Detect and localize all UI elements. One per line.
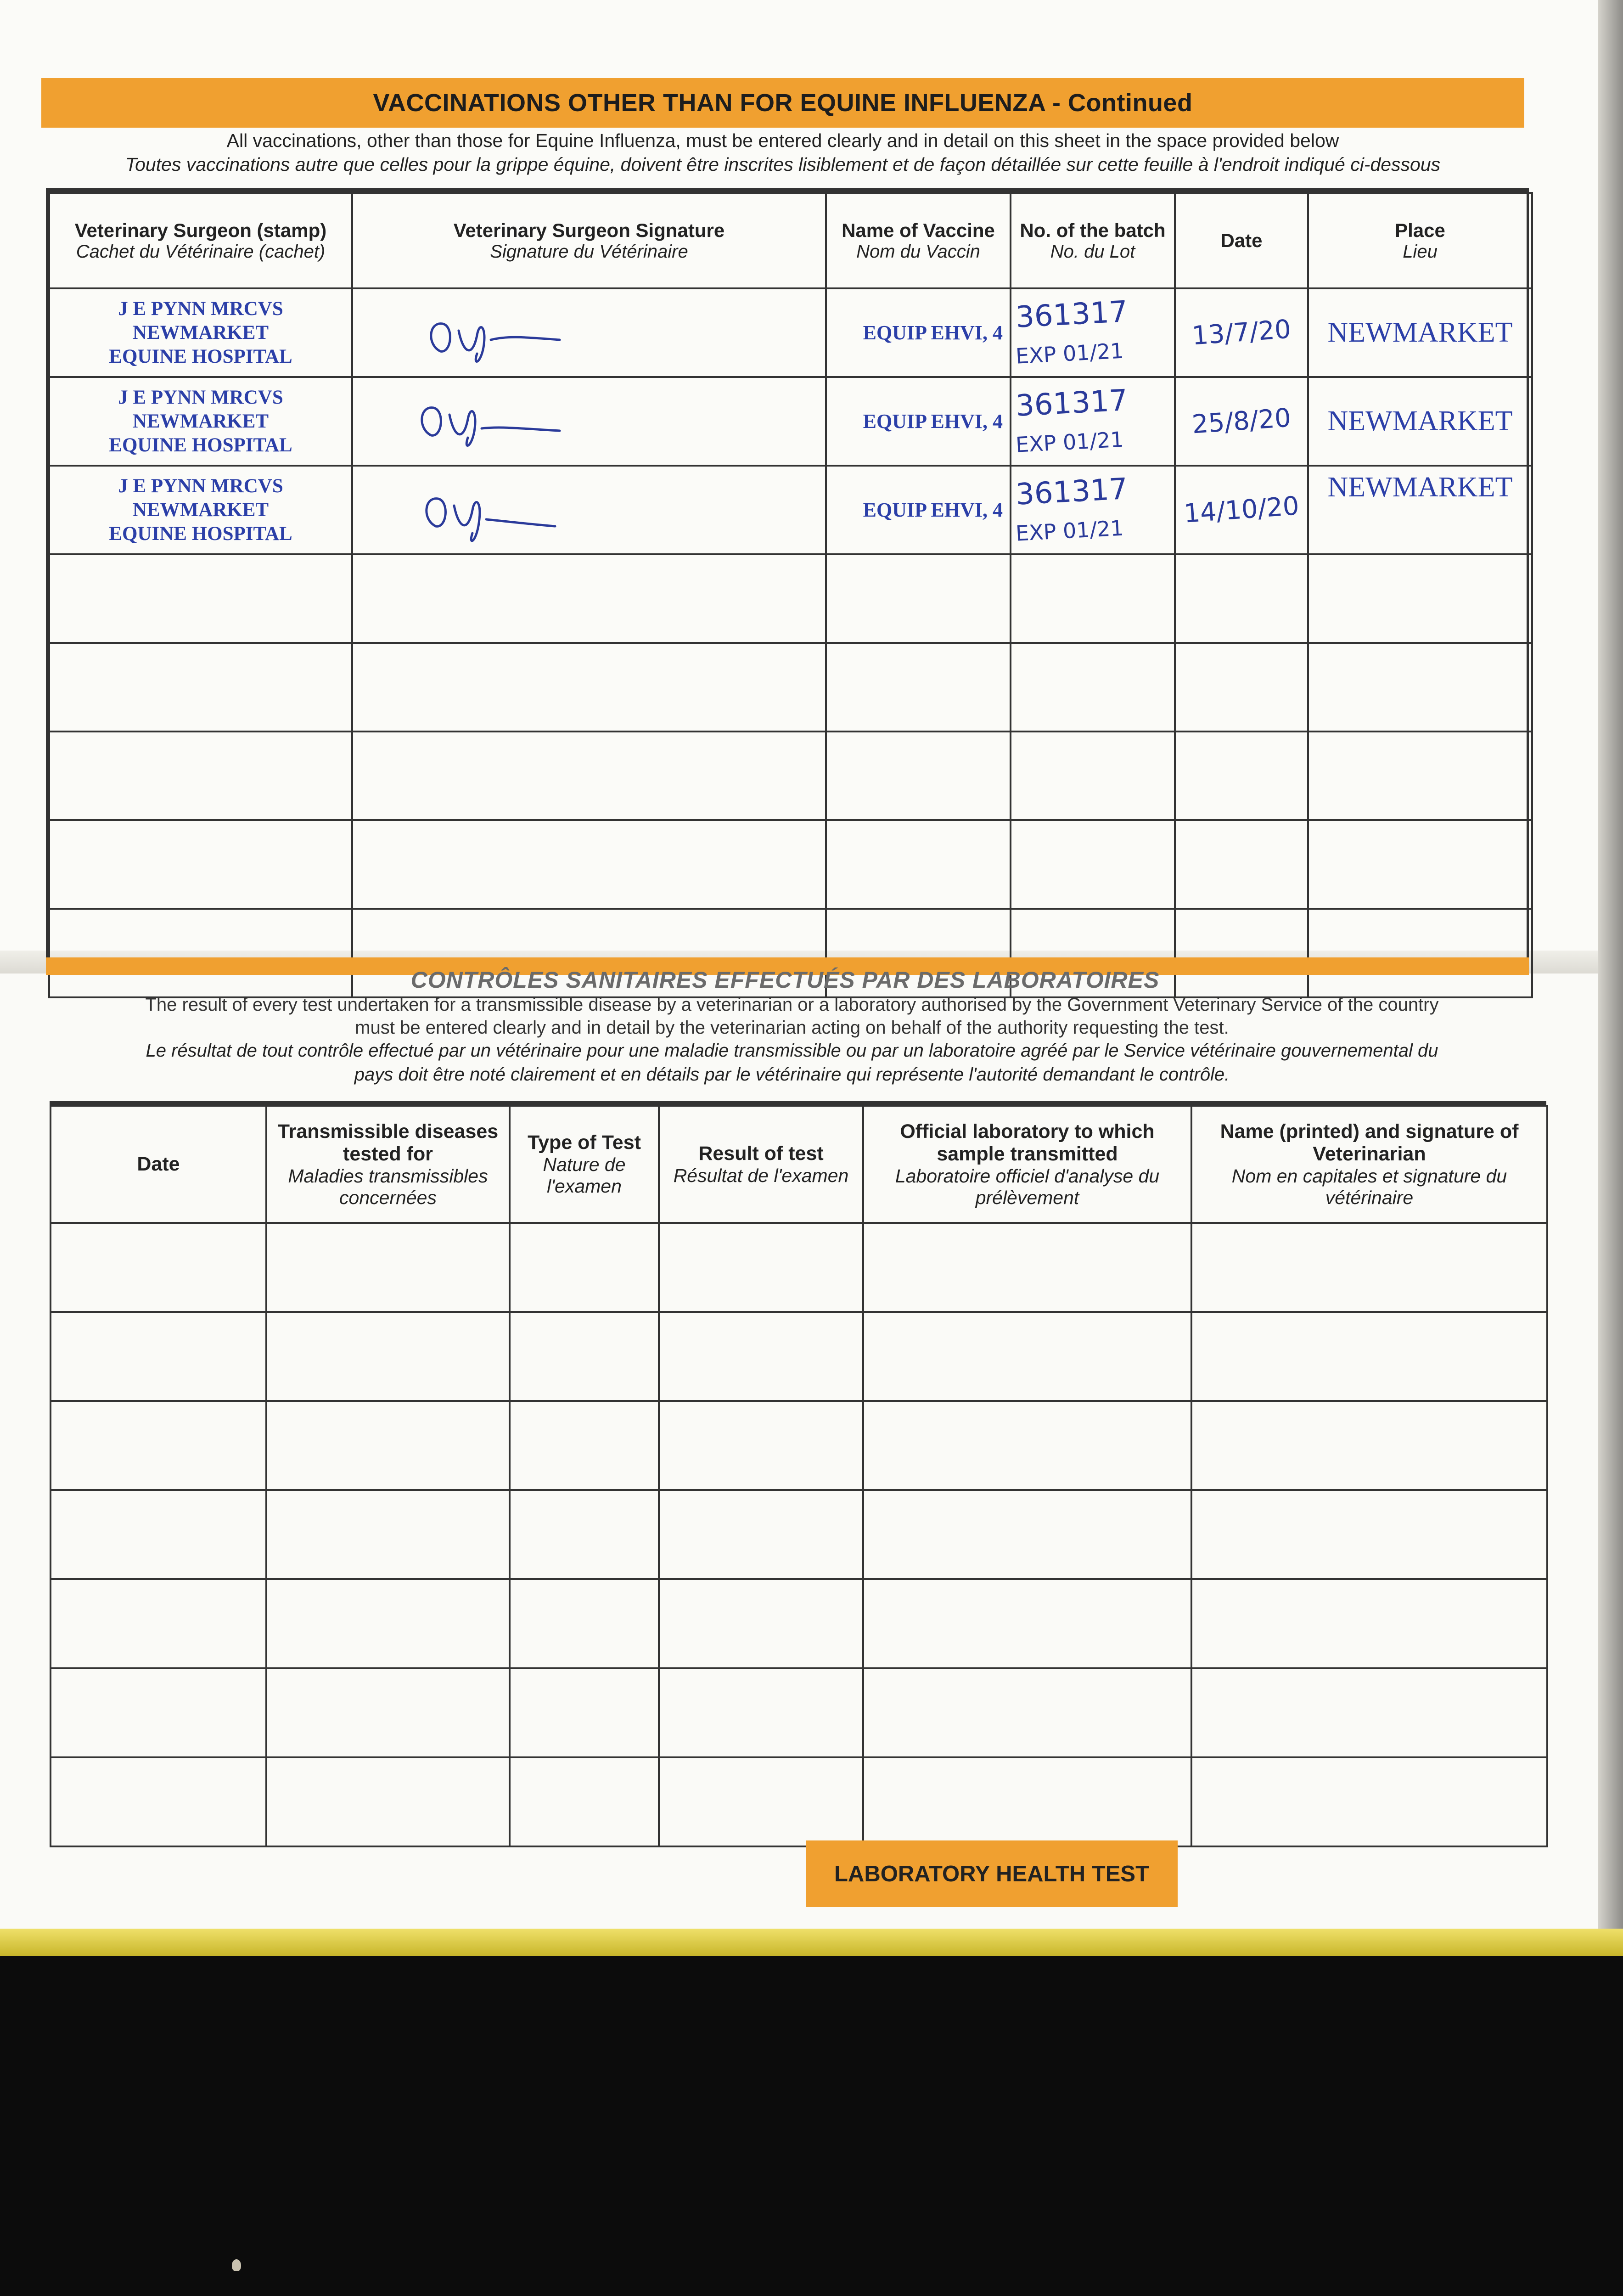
- batch-number: 361317: [1015, 294, 1129, 335]
- laboratory-health-test-tab: LABORATORY HEALTH TEST: [806, 1840, 1178, 1907]
- vaccinations-title: VACCINATIONS OTHER THAN FOR EQUINE INFLUENZA - Continued: [373, 89, 1193, 117]
- table-row: [49, 288, 1532, 377]
- col-header-batch: No. of the batch No. du Lot: [1011, 193, 1175, 288]
- lab-section-title: CONTRÔLES SANITAIRES EFFECTUÉS PAR DES LABORATOIRES: [410, 967, 1160, 993]
- table-row-empty: [49, 554, 1532, 643]
- table-row-empty: [49, 643, 1532, 732]
- lab-instructions-en: The result of every test undertaken for a transmissible disease by a veterinarian or a laboratory authorised by the Government Veterinary Service of the country must be entered clearly and in detail by the veterinarian acting on behalf of the authority requesting the test.: [145, 995, 1439, 1038]
- lab-header-row: [51, 1106, 1547, 1223]
- vet-stamp: J E PYNN MRCVS NEWMARKET EQUINE HOSPITAL: [109, 475, 292, 545]
- lab-instructions-fr: Le résultat de tout contrôle effectué par un vétérinaire pour une maladie transmissible ou par un laboratoire agréé par le Service vétérinaire gouvernemental du pays doit être noté clairement et en détails par le vétérinaire qui représente l'autorité demandant le contrôle.: [146, 1041, 1438, 1085]
- signature-image: [413, 392, 569, 456]
- table-row: [49, 377, 1532, 466]
- table-row-empty: [51, 1668, 1547, 1757]
- vet-stamp: J E PYNN MRCVS NEWMARKET EQUINE HOSPITAL: [109, 298, 292, 367]
- batch-cell: [1011, 377, 1175, 466]
- batch-expiry: EXP 01/21: [1015, 515, 1124, 546]
- col-header-stamp: Veterinary Surgeon (stamp) Cachet du Vétérinaire (cachet): [49, 193, 352, 288]
- vaccination-date: 25/8/20: [1191, 403, 1292, 440]
- signature-cell: [352, 466, 826, 554]
- table-row-empty: [51, 1401, 1547, 1490]
- vaccinations-table: [46, 188, 1529, 957]
- stamp-cell: [49, 466, 352, 554]
- table-row: [49, 466, 1532, 554]
- col-header-signature: Veterinary Surgeon Signature Signature du Vétérinaire: [352, 193, 826, 288]
- vaccinations-header-row: [49, 193, 1532, 288]
- lab-tests-table: [50, 1101, 1546, 1847]
- batch-cell: [1011, 466, 1175, 554]
- date-cell: [1175, 288, 1308, 377]
- table-row-empty: [51, 1312, 1547, 1401]
- batch-cell: [1011, 288, 1175, 377]
- col-header-laboratory: Official laboratory to which sample transmitted Laboratoire officiel d'analyse du prélèvement: [863, 1106, 1191, 1223]
- place-cell: NEWMARKET: [1308, 466, 1532, 554]
- table-row-empty: [49, 820, 1532, 909]
- vet-stamp: J E PYNN MRCVS NEWMARKET EQUINE HOSPITAL: [109, 386, 292, 456]
- vaccination-date: 13/7/20: [1191, 314, 1292, 351]
- vaccination-date: 14/10/20: [1183, 491, 1300, 529]
- col-header-test-type: Type of Test Nature de l'examen: [510, 1106, 659, 1223]
- col-header-place: Place Lieu: [1308, 193, 1532, 288]
- page-right-edge: [1598, 0, 1623, 1929]
- stamp-cell: [49, 377, 352, 466]
- table-row-empty: [49, 732, 1532, 820]
- signature-cell: [352, 288, 826, 377]
- signature-image: [422, 308, 578, 372]
- place-cell: NEWMARKET: [1308, 288, 1532, 377]
- place-cell: NEWMARKET: [1308, 377, 1532, 466]
- vaccinations-title-band: [41, 78, 1524, 128]
- col-header-result: Result of test Résultat de l'examen: [659, 1106, 863, 1223]
- col-header-lab-date: Date: [51, 1106, 266, 1223]
- col-header-vet-name: Name (printed) and signature of Veterinarian Nom en capitales et signature du vétérinaire: [1191, 1106, 1547, 1223]
- signature-image: [417, 478, 573, 551]
- table-row-empty: [51, 1223, 1547, 1312]
- table-row-empty: [51, 1490, 1547, 1579]
- dust-speck: [232, 2259, 241, 2271]
- booklet-edge: [0, 1929, 1623, 1956]
- vaccine-cell: EQUIP EHVI, 4: [826, 288, 1011, 377]
- vaccinations-instructions-en: All vaccinations, other than those for Equine Influenza, must be entered clearly and in detail on this sheet in the space provided below: [226, 130, 1339, 151]
- table-row-empty: [51, 1579, 1547, 1668]
- table-row-empty: [51, 1757, 1547, 1846]
- date-cell: [1175, 466, 1308, 554]
- batch-expiry: EXP 01/21: [1015, 338, 1124, 369]
- batch-expiry: EXP 01/21: [1015, 427, 1124, 457]
- stamp-cell: [49, 288, 352, 377]
- date-cell: [1175, 377, 1308, 466]
- scan-background: [0, 1956, 1623, 2296]
- vaccinations-instructions-fr: Toutes vaccinations autre que celles pour la grippe équine, doivent être inscrites lisiblement et de façon détaillée sur cette feuille à l'endroit indiqué ci-dessous: [125, 154, 1441, 175]
- col-header-date: Date: [1175, 193, 1308, 288]
- vaccine-cell: EQUIP EHVI, 4: [826, 377, 1011, 466]
- col-header-vaccine: Name of Vaccine Nom du Vaccin: [826, 193, 1011, 288]
- signature-cell: [352, 377, 826, 466]
- batch-number: 361317: [1015, 383, 1129, 423]
- vaccine-cell: EQUIP EHVI, 4: [826, 466, 1011, 554]
- batch-number: 361317: [1015, 472, 1129, 512]
- col-header-diseases: Transmissible diseases tested for Maladies transmissibles concernées: [266, 1106, 510, 1223]
